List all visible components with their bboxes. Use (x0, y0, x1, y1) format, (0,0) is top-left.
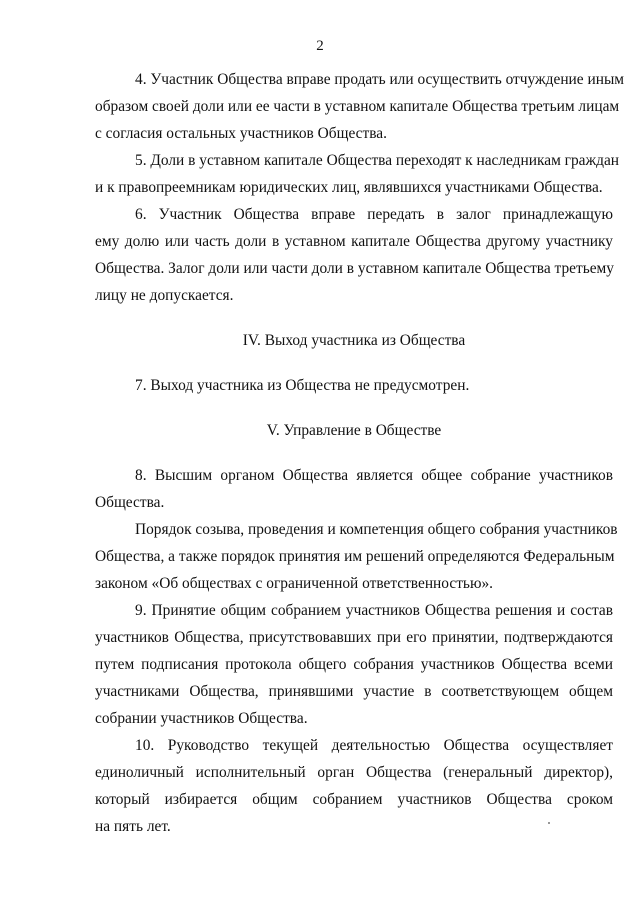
paragraph-line: 6. Участник Общества вправе передать в залог принадлежащую (135, 206, 613, 223)
paragraph-line: участников Общества, присутствовавших при его принятии, подтверждаются (95, 629, 613, 646)
paragraph-line: 4. Участник Общества вправе продать или осуществить отчуждение иным (135, 71, 625, 88)
paragraph (95, 732, 613, 840)
paragraph-line: 8. Высшим органом Общества является общее собрание участников (135, 467, 613, 484)
document-body (95, 66, 625, 840)
paragraph (95, 66, 625, 147)
paragraph-line: на пять лет. (95, 818, 171, 835)
paragraph (95, 516, 618, 597)
paragraph-line: 10. Руководство текущей деятельностью Общества осуществляет (135, 737, 613, 754)
paragraph-line: единоличный исполнительный орган Общества (генеральный директор), (95, 764, 613, 781)
section-heading-v: V. Управление в Обществе (266, 422, 442, 439)
page-number: 2 (316, 38, 324, 54)
paragraph (95, 201, 613, 309)
paragraphs-group-2 (95, 462, 618, 840)
section-heading-iv: IV. Выход участника из Общества (242, 332, 466, 349)
paragraph-line: лицу не допускается. (95, 287, 234, 304)
paragraph-line: Общества, а также порядок принятия им решений определяются Федеральным (95, 548, 615, 565)
paragraph (95, 462, 613, 516)
scan-speck (548, 822, 550, 824)
paragraph-line: который избирается общим собранием участников Общества сроком (95, 791, 613, 808)
paragraph-line: с согласия остальных участников Общества. (95, 125, 387, 142)
paragraph-line: и к правопреемникам юридических лиц, являвшихся участниками Общества. (95, 179, 603, 196)
paragraphs-group-1 (95, 66, 625, 309)
paragraph-line: 9. Принятие общим собранием участников Общества решения и состав (135, 602, 613, 619)
paragraph-line: законом «Об обществах с ограниченной ответственностью». (95, 575, 493, 592)
paragraph-line: участниками Общества, принявшими участие в соответствующем общем (95, 683, 613, 700)
paragraph (95, 597, 613, 732)
paragraph-line: образом своей доли или ее части в уставном капитале Общества третьим лицам (95, 98, 620, 115)
paragraph-line: Порядок созыва, проведения и компетенция общего собрания участников (135, 521, 618, 538)
paragraph-line: Общества. (95, 494, 165, 511)
paragraph-7 (95, 372, 613, 399)
paragraph-line: собрании участников Общества. (95, 710, 308, 727)
paragraph-line: путем подписания протокола общего собрания участников Общества всеми (95, 656, 613, 673)
paragraph (95, 147, 620, 201)
paragraph-line: 5. Доли в уставном капитале Общества переходят к наследникам граждан (135, 152, 620, 169)
paragraph-line: ему долю или часть доли в уставном капитале Общества другому участнику (95, 233, 613, 250)
paragraph-line: Общества. Залог доли или части доли в уставном капитале Общества третьему (95, 260, 614, 277)
paragraph-line: 7. Выход участника из Общества не предусмотрен. (135, 377, 470, 394)
